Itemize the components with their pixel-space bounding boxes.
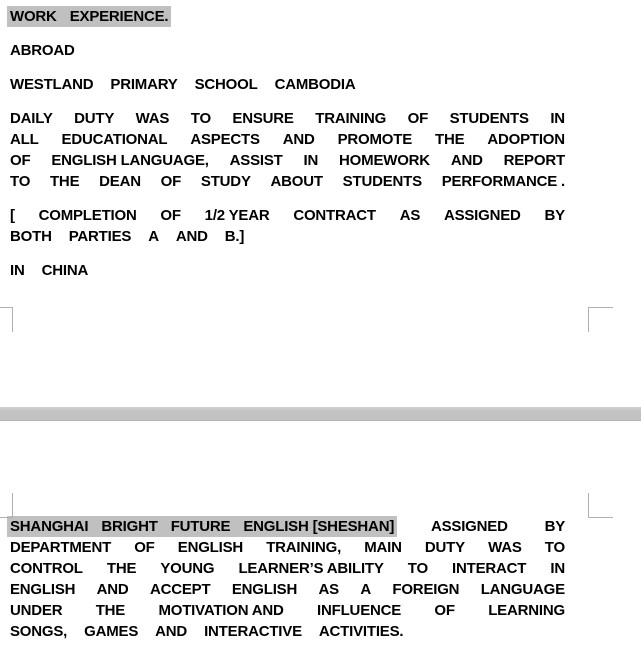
- page-2-text-area: [0, 516, 565, 642]
- word: IN: [550, 110, 565, 127]
- word: ABROAD: [10, 42, 75, 59]
- word: CHINA: [41, 262, 89, 279]
- word: BRIGHT: [101, 518, 158, 535]
- word: A: [360, 581, 371, 598]
- highlighted-text: [7, 516, 397, 537]
- word: AND: [155, 623, 188, 640]
- word: DEAN: [99, 173, 141, 190]
- text-line[interactable]: [10, 516, 565, 537]
- word: OF: [134, 539, 155, 556]
- word: THE: [434, 131, 465, 148]
- word: FUTURE: [170, 518, 231, 535]
- paragraph: [10, 74, 565, 95]
- word: ASPECTS: [190, 131, 260, 148]
- paragraph: [10, 40, 565, 61]
- paragraph: [10, 260, 565, 281]
- word: DUTY: [424, 539, 465, 556]
- word: AS: [399, 207, 421, 224]
- word: EDUCATIONAL: [61, 131, 168, 148]
- word: COMPLETION: [38, 207, 137, 224]
- paragraph: [10, 6, 565, 27]
- paragraph: [10, 205, 565, 247]
- text-boundary-mark-bottom-right: [588, 307, 613, 332]
- text-line[interactable]: [10, 129, 565, 150]
- word: SCHOOL: [194, 76, 258, 93]
- word: ENGLISH LANGUAGE,: [51, 152, 209, 169]
- paragraph: [10, 516, 565, 642]
- word: BY: [544, 207, 565, 224]
- word: IN: [550, 560, 565, 577]
- word: HOMEWORK: [339, 152, 430, 169]
- word: PARTIES: [68, 228, 132, 245]
- word: ENSURE: [232, 110, 294, 127]
- word: [: [10, 207, 15, 224]
- word: YOUNG: [160, 560, 215, 577]
- word: REPORT: [503, 152, 565, 169]
- text-boundary-mark-top-left: [0, 493, 13, 518]
- text-line[interactable]: [10, 600, 565, 621]
- word: ACTIVITIES.: [318, 623, 404, 640]
- word: INTERACT: [452, 560, 527, 577]
- text-line[interactable]: [10, 171, 565, 192]
- word: LEARNING: [488, 602, 565, 619]
- word: OF: [434, 602, 455, 619]
- word: IN: [10, 262, 25, 279]
- word: OF: [160, 207, 181, 224]
- word: INTERACTIVE: [204, 623, 302, 640]
- word: ALL: [10, 131, 39, 148]
- word: ABOUT: [270, 173, 323, 190]
- word: SONGS,: [10, 623, 68, 640]
- word: TO: [407, 560, 428, 577]
- word: TO: [544, 539, 565, 556]
- word: BY: [544, 518, 565, 535]
- text-line[interactable]: [10, 205, 565, 226]
- word: AND: [96, 581, 129, 598]
- text-line[interactable]: [10, 558, 565, 579]
- text-line[interactable]: [10, 537, 565, 558]
- word: TO: [10, 173, 31, 190]
- text-line[interactable]: [10, 226, 565, 247]
- word: ASSIST: [229, 152, 283, 169]
- word: ENGLISH [SHESHAN]: [243, 518, 395, 535]
- word: MOTIVATION AND: [158, 602, 284, 619]
- word: STUDY: [200, 173, 251, 190]
- text-boundary-mark-bottom-left: [0, 307, 13, 332]
- word: 1/2 YEAR: [204, 207, 270, 224]
- word: STUDENTS: [449, 110, 529, 127]
- text-line[interactable]: [10, 74, 565, 95]
- word: GAMES: [84, 623, 139, 640]
- page-2[interactable]: [0, 421, 641, 646]
- word: MAIN: [364, 539, 402, 556]
- text-line[interactable]: [10, 108, 565, 129]
- word: WAS: [488, 539, 522, 556]
- word: A: [148, 228, 159, 245]
- text-line[interactable]: [10, 150, 565, 171]
- text-line[interactable]: [10, 260, 565, 281]
- word: CONTRACT: [293, 207, 376, 224]
- word: FOREIGN: [392, 581, 460, 598]
- word: THE: [95, 602, 126, 619]
- highlighted-text: [7, 6, 171, 27]
- word: THE: [49, 173, 80, 190]
- word: WAS: [135, 110, 170, 127]
- word: AND: [450, 152, 483, 169]
- word: OF: [160, 173, 182, 190]
- word: TRAINING,: [266, 539, 342, 556]
- word: INFLUENCE: [317, 602, 402, 619]
- word: AND: [282, 131, 315, 148]
- word: TO: [190, 110, 211, 127]
- word: ADOPTION: [487, 131, 565, 148]
- word: ENGLISH: [231, 581, 298, 598]
- word: OF: [407, 110, 429, 127]
- word: PERFORMANCE .: [441, 173, 565, 190]
- text-line[interactable]: [10, 6, 565, 27]
- page-separator: [0, 407, 641, 421]
- word: CONTROL: [10, 560, 83, 577]
- text-boundary-mark-top-right: [588, 493, 613, 518]
- word: PROMOTE: [337, 131, 413, 148]
- word: ENGLISH: [10, 581, 76, 598]
- word: AND: [175, 228, 208, 245]
- word: DUTY: [74, 110, 115, 127]
- text-line[interactable]: [10, 621, 565, 642]
- word: LANGUAGE: [480, 581, 565, 598]
- word: SHANGHAI: [10, 518, 89, 535]
- word: CAMBODIA: [274, 76, 356, 93]
- word: ASSIGNED: [430, 518, 508, 535]
- word: BOTH: [10, 228, 52, 245]
- word: B.]: [224, 228, 245, 245]
- word: LEARNER’S ABILITY: [238, 560, 384, 577]
- word: WESTLAND: [10, 76, 94, 93]
- word: DEPARTMENT: [10, 539, 112, 556]
- paragraph: [10, 108, 565, 192]
- word: TRAINING: [315, 110, 387, 127]
- word: OF: [10, 152, 31, 169]
- word: IN: [303, 152, 319, 169]
- word: ASSIGNED: [443, 207, 521, 224]
- word: EXPERIENCE.: [69, 8, 169, 25]
- word: ENGLISH: [177, 539, 244, 556]
- page-1-text-area: [0, 6, 565, 281]
- text-line[interactable]: [10, 40, 565, 61]
- word: ACCEPT: [149, 581, 211, 598]
- text-line[interactable]: [10, 579, 565, 600]
- word: DAILY: [10, 110, 53, 127]
- word: WORK: [10, 8, 57, 25]
- word: UNDER: [10, 602, 63, 619]
- word: STUDENTS: [342, 173, 422, 190]
- word: PRIMARY: [110, 76, 178, 93]
- word: THE: [106, 560, 137, 577]
- word: AS: [318, 581, 339, 598]
